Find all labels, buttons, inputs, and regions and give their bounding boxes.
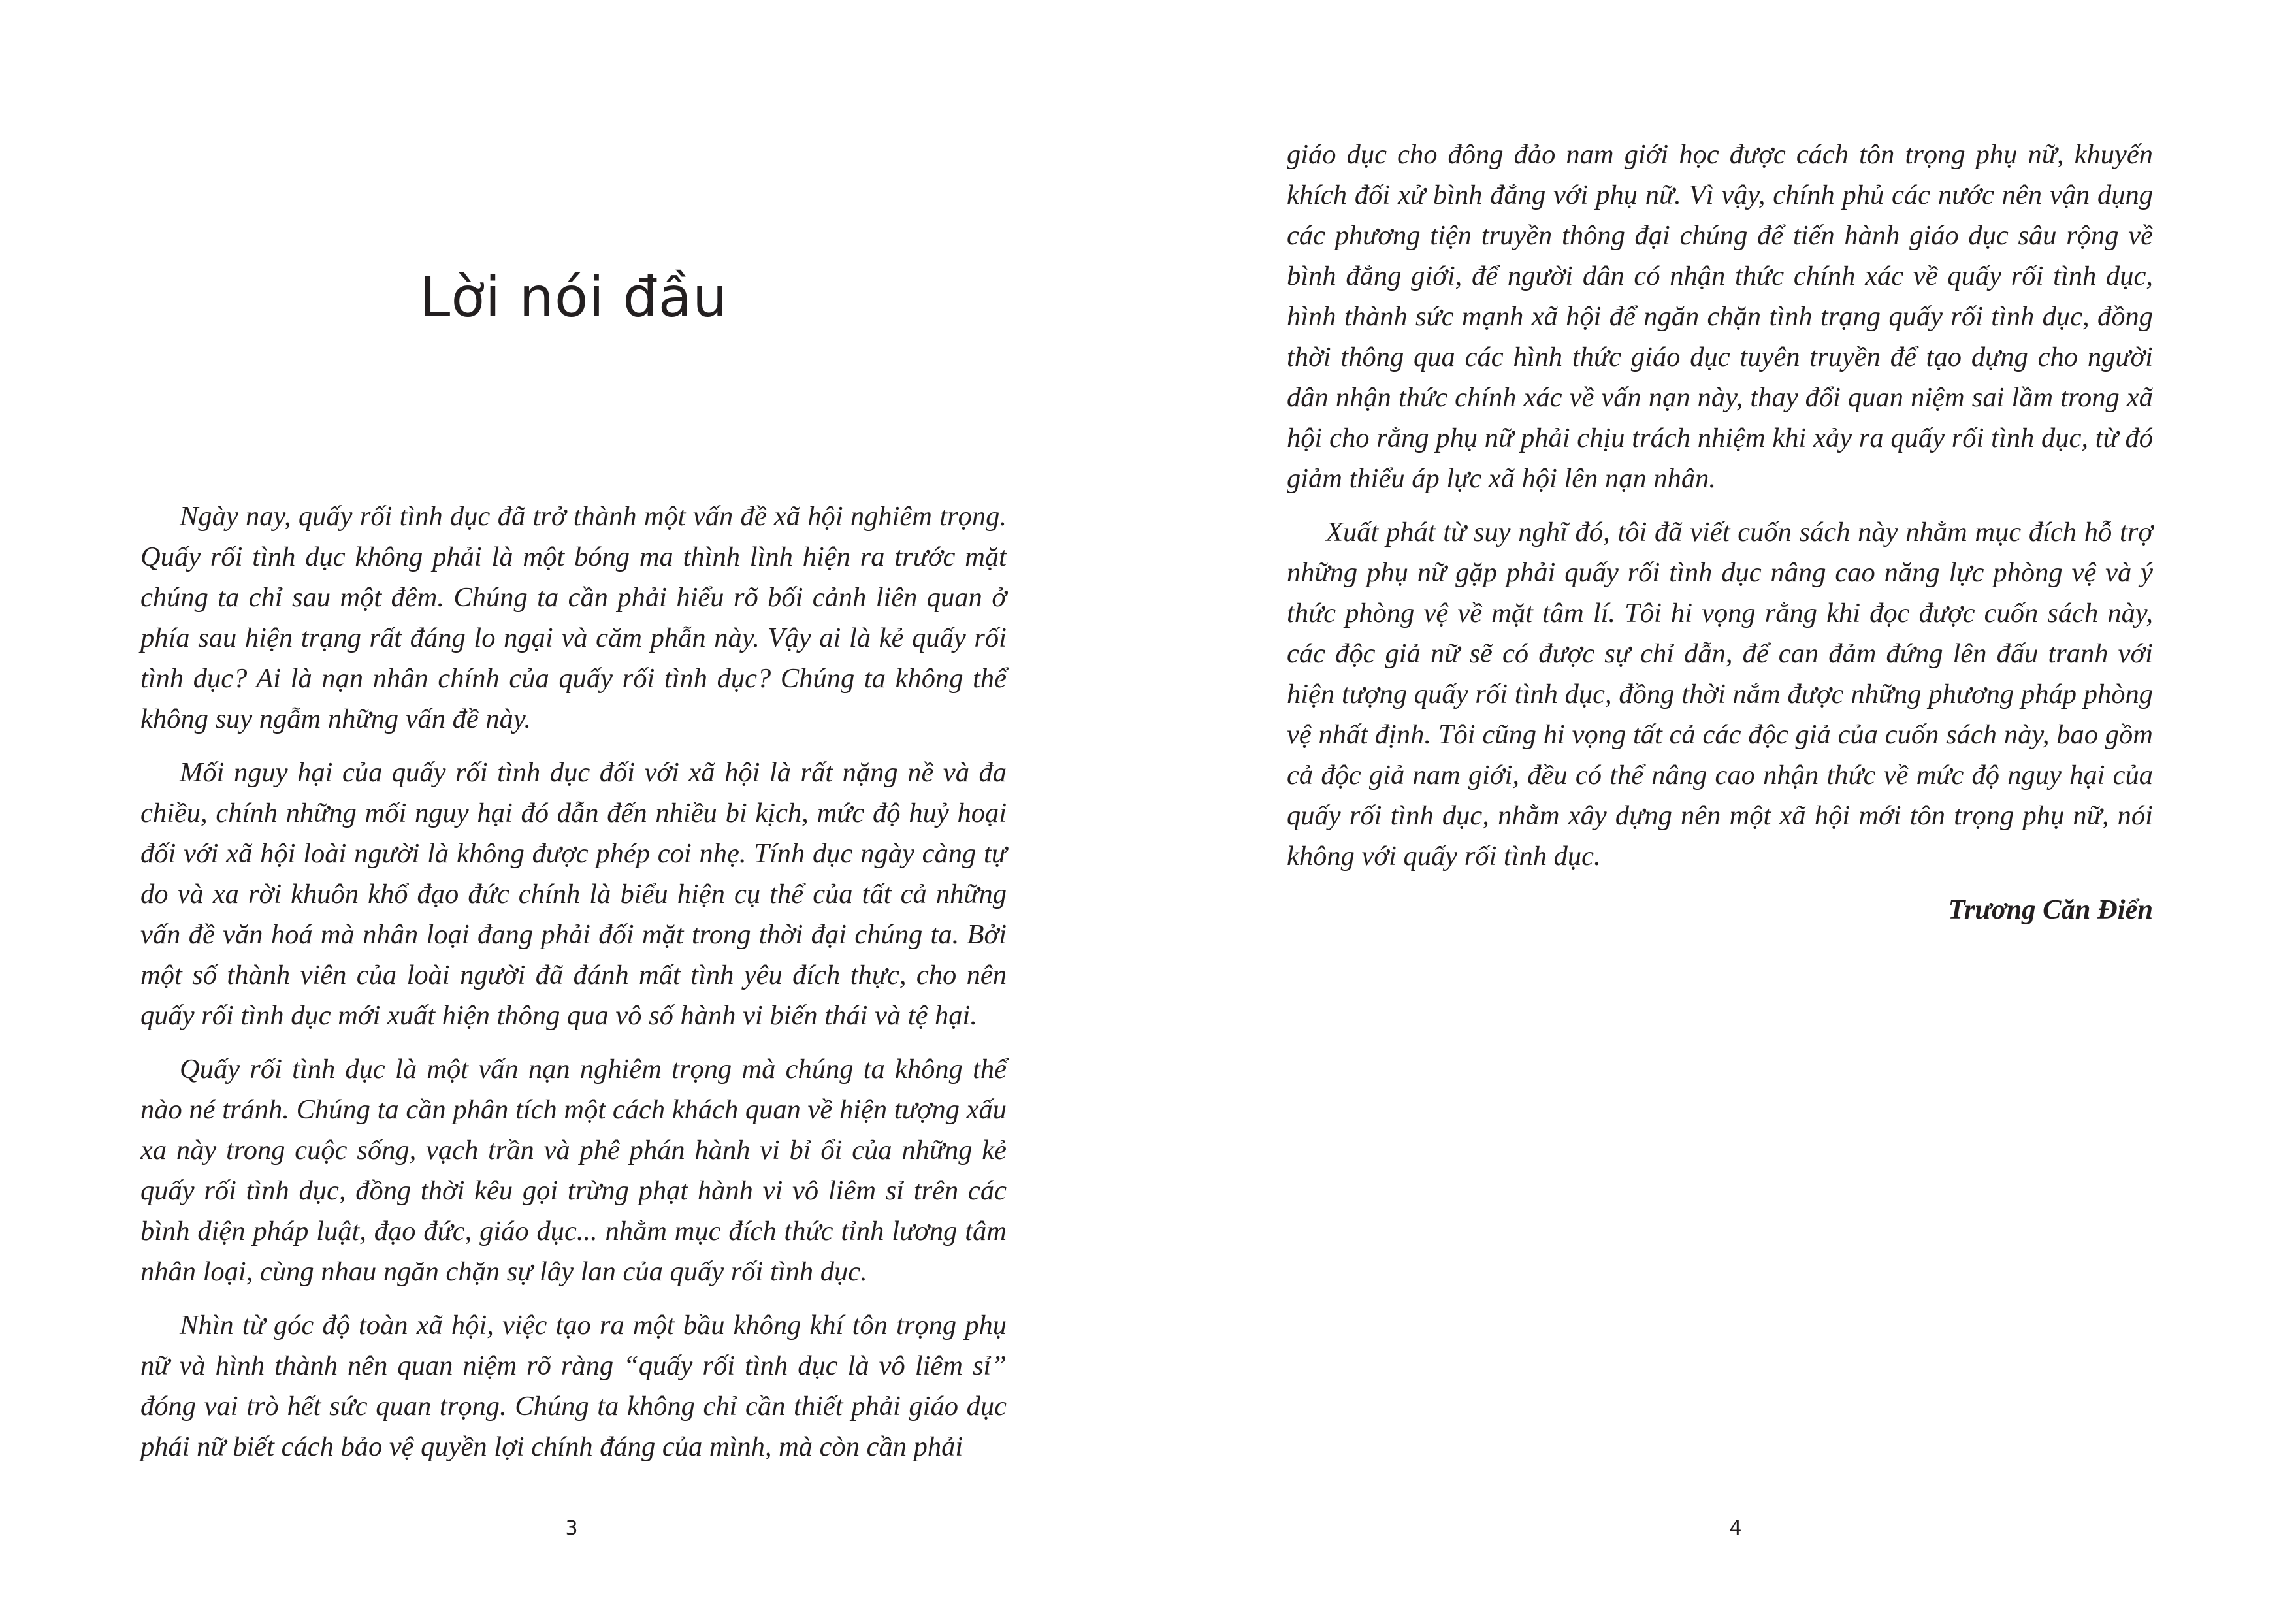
right-page: [1148, 0, 2295, 1613]
paragraph-continued: giáo dục cho đông đảo nam giới học được cách tôn trọng phụ nữ, khuyến khích đối xử bình đẳng với phụ nữ. Vì vậy, chính phủ các nước nên vận dụng các phương tiện truyền thông đại chúng để tiến hành giáo dục sâu rộng về bình đẳng giới, để người dân có nhận thức chính xác về quấy rối tình dục, hình thành sức mạnh xã hội để ngăn chặn tình trạng quấy rối tình dục, đồng thời thông qua các hình thức giáo dục tuyên truyền để tạo dựng cho người dân nhận thức chính xác về vấn nạn này, thay đổi quan niệm sai lầm trong xã hội cho rằng phụ nữ phải chịu trách nhiệm khi xảy ra quấy rối tình dục, từ đó giảm thiểu áp lực xã hội lên nạn nhân.: [1287, 139, 2153, 494]
paragraph: Mối nguy hại của quấy rối tình dục đối với xã hội là rất nặng nề và đa chiều, chính những mối nguy hại đó dẫn đến nhiều bi kịch, mức độ huỷ hoại đối với xã hội loài người là không được phép coi nhẹ. Tính dục ngày càng tự do và xa rời khuôn khổ đạo đức chính là biểu hiện cụ thể của tất cả những vấn đề văn hoá mà nhân loại đang phải đối mặt trong thời đại chúng ta. Bởi một số thành viên của loài người đã đánh mất tình yêu đích thực, cho nên quấy rối tình dục mới xuất hiện thông qua vô số hành vi biến thái và tệ hại.: [140, 757, 1007, 1031]
left-page-body: [140, 497, 1007, 1480]
page-number: 3: [565, 1517, 578, 1540]
chapter-title: Lời nói đầu: [419, 265, 728, 329]
paragraph: Quấy rối tình dục là một vấn nạn nghiêm trọng mà chúng ta không thể nào né tránh. Chúng ta cần phân tích một cách khách quan về hiện tượng xấu xa này trong cuộc sống, vạch trần và phê phán hành vi bỉ ổi của những kẻ quấy rối tình dục, đồng thời kêu gọi trừng phạt hành vi vô liêm sỉ trên các bình diện pháp luật, đạo đức, giáo dục... nhằm mục đích thức tỉnh lương tâm nhân loại, cùng nhau ngăn chặn sự lây lan của quấy rối tình dục.: [140, 1054, 1007, 1287]
page-number: 4: [1729, 1517, 1742, 1540]
paragraph: Nhìn từ góc độ toàn xã hội, việc tạo ra một bầu không khí tôn trọng phụ nữ và hình thành nên quan niệm rõ ràng “quấy rối tình dục là vô liêm sỉ” đóng vai trò hết sức quan trọng. Chúng ta không chỉ cần thiết phải giáo dục phái nữ biết cách bảo vệ quyền lợi chính đáng của mình, mà còn cần phải: [140, 1310, 1007, 1462]
paragraph: Ngày nay, quấy rối tình dục đã trở thành một vấn đề xã hội nghiêm trọng. Quấy rối tình dục không phải là một bóng ma thình lình hiện ra trước mặt chúng ta chỉ sau một đêm. Chúng ta cần phải hiểu rõ bối cảnh liên quan ở phía sau hiện trạng rất đáng lo ngại và căm phẫn này. Vậy ai là kẻ quấy rối tình dục? Ai là nạn nhân chính của quấy rối tình dục? Chúng ta không thể không suy ngẫm những vấn đề này.: [140, 501, 1007, 734]
paragraph: Xuất phát từ suy nghĩ đó, tôi đã viết cuốn sách này nhằm mục đích hỗ trợ những phụ nữ gặp phải quấy rối tình dục nâng cao năng lực phòng vệ và ý thức phòng vệ về mặt tâm lí. Tôi hi vọng rằng khi đọc được cuốn sách này, các độc giả nữ sẽ có được sự chỉ dẫn, để can đảm đứng lên đấu tranh với hiện tượng quấy rối tình dục, đồng thời nắm được những phương pháp phòng vệ nhất định. Tôi cũng hi vọng tất cả các độc giả của cuốn sách này, bao gồm cả độc giả nam giới, đều có thể nâng cao nhận thức về mức độ nguy hại của quấy rối tình dục, nhằm xây dựng nên một xã hội mới tôn trọng phụ nữ, nói không với quấy rối tình dục.: [1287, 517, 2153, 872]
author-signature: Trương Căn Điển: [1948, 894, 2153, 925]
right-page-body: [1287, 135, 2153, 930]
